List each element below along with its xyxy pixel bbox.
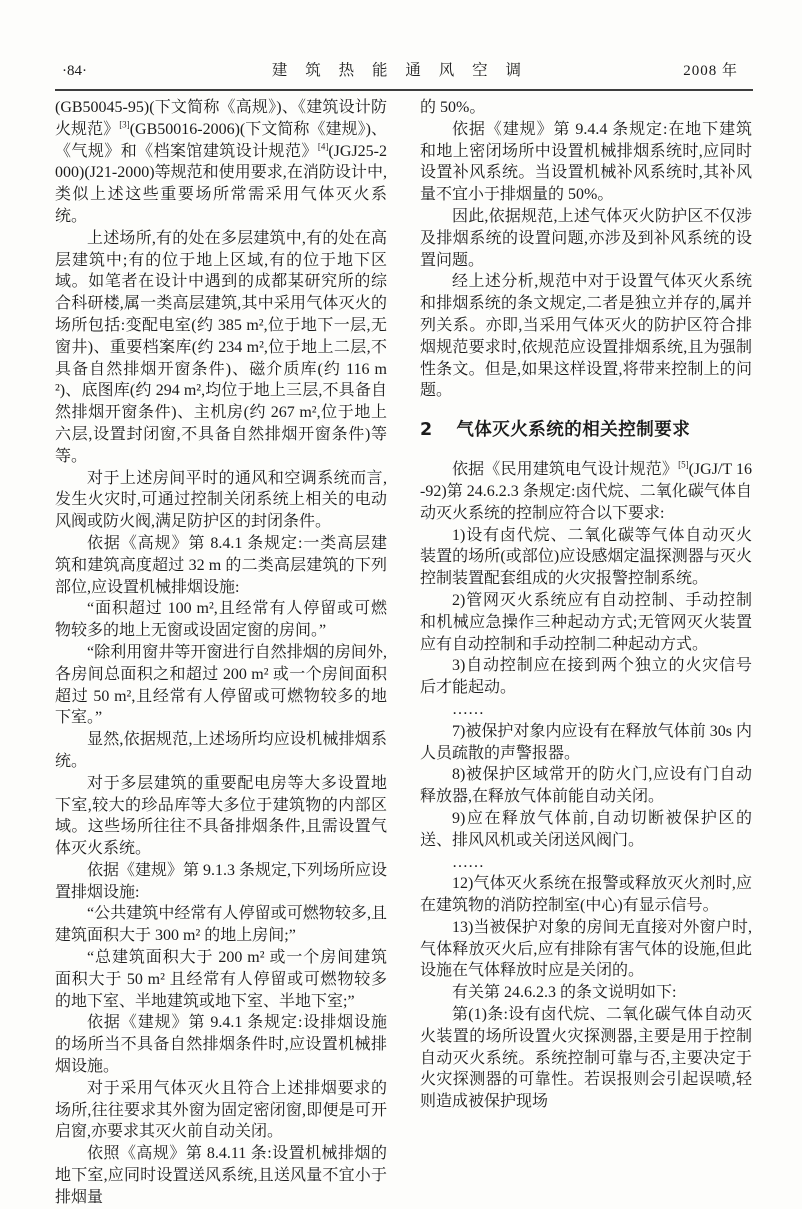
paragraph: “总建筑面积大于 200 m² 或一个房间建筑面积大于 50 m² 且经常有人停留或可燃物较多的地下室、半地建筑或地下室、半地下室;” <box>55 949 387 1010</box>
paragraph: 依据《民用建筑电气设计规范》[5](JGJ/T 16-92)第 24.6.2.3 条规定:卤代烷、二氧化碳气体自动灭火系统的控制应符合以下要求: <box>420 459 752 522</box>
paragraph: …… <box>452 700 484 718</box>
paragraph: “公共建筑中经常有人停留或可燃物较多,且建筑面积大于 300 m² 的地上房间;” <box>55 905 387 945</box>
paragraph: 依照《高规》第 8.4.11 条:设置机械排烟的地下室,应同时设置送风系统,且送风量不宜小于排烟量 <box>55 1145 387 1206</box>
paragraph: 对于多层建筑的重要配电房等大多设置地下室,较大的珍品库等大多位于建筑物的内部区域。这些场所往往不具备排烟条件,且需设置气体灭火系统。 <box>55 774 387 858</box>
paragraph: 显然,依据规范,上述场所均应设机械排烟系统。 <box>55 731 387 770</box>
paragraph: 对于采用气体灭火且符合上述排烟要求的场所,往往要求其外窗为固定密闭窗,即便是可开启窗,亦要求其灭火前自动关闭。 <box>55 1079 387 1141</box>
section-number: 2 <box>420 420 433 441</box>
paragraph: 第(1)条:设有卤代烷、二氧化碳气体自动灭火装置的场所设置火灾探测器,主要是用于控制自动灭火系统。系统控制可靠与否,主要决定于火灾探测器的可靠性。若误报则会引起误喷,轻则造成被保护现场 <box>420 1006 752 1111</box>
paragraph: 7)被保护对象内应设有在释放气体前 30s 内人员疏散的声警报器。 <box>420 722 752 762</box>
paragraph: “面积超过 100 m²,且经常有人停留或可燃物较多的地上无窗或设固定窗的房间。” <box>55 600 387 640</box>
paragraph: 对于上述房间平时的通风和空调系统而言,发生火灾时,可通过控制关闭系统上相关的电动风阀或防火阀,满足防护区的封闭条件。 <box>55 469 387 531</box>
paragraph: 1)设有卤代烷、二氧化碳等气体自动灭火装置的场所(或部位)应设感烟定温探测器与灭火控制装置配套组成的火灾报警控制系统。 <box>420 526 752 588</box>
paragraph: 依据《建规》第 9.4.1 条规定:设排烟设施的场所当不具备自然排烟条件时,应设置机械排烟设施。 <box>55 1014 387 1076</box>
reference-superscript: [4] <box>317 141 329 152</box>
paragraph: 13)当被保护对象的房间无直接对外窗户时,气体释放灭火后,应有排除有害气体的设施,但此设施在气体释放时应是关闭的。 <box>420 918 752 980</box>
paragraph: 依据《建规》第 9.4.4 条规定:在地下建筑和地上密闭场所中设置机械排烟系统时,应同时设置补风系统。当设置机械补风系统时,其补风量不宜小于排烟量的 50%。 <box>420 120 752 204</box>
page-number: ·84· <box>62 63 87 79</box>
reference-superscript: [5] <box>678 459 689 470</box>
paragraph: 因此,依据规范,上述气体灭火防护区不仅涉及排烟系统的设置问题,亦涉及到补风系统的设置问题。 <box>420 207 752 269</box>
paragraph: 8)被保护区域常开的防火门,应设有门自动释放器,在释放气体前能自动关闭。 <box>420 766 752 806</box>
paragraph: 9)应在释放气体前,自动切断被保护区的送、排风风机或关闭送风阀门。 <box>420 809 752 849</box>
paragraph: “除利用窗井等开窗进行自然排烟的房间外,各房间总面积之和超过 200 m² 或一个房间面积超过 50 m²,且经常有人停留或可燃物较多的地下室。” <box>55 643 387 727</box>
issue-year: 2008 年 <box>683 63 738 79</box>
paragraph: 的 50%。 <box>420 99 486 116</box>
paragraph: 经上述分析,规范中对于设置气体灭火系统和排烟系统的条文规定,二者是独立并存的,属并列关系。亦即,当采用气体灭火的防护区符合排烟规范要求时,依规范应设置排烟系统,且为强制性条文。但是,如果这样设置,将带来控制上的问题。 <box>420 273 752 400</box>
paragraph: 依据《高规》第 8.4.1 条规定:一类高层建筑和建筑高度超过 32 m 的二类高层建筑的下列部位,应设置机械排烟设施: <box>55 534 387 596</box>
paragraph: 上述场所,有的处在多层建筑中,有的处在高层建筑中;有的位于地上区域,有的位于地下区域。如笔者在设计中遇到的成都某研究所的综合科研楼,属一类高层建筑,其中采用气体灭火的场所包括:变配电室(约 385 m²,位于地下一层,无窗井)、重要档案库(约 234 m²,位于地上二层,不具备自然排烟开窗条件)、磁介质库(约 116 m²)、底图库(约 294 m²,均位于地上三层,不具备自然排烟开窗条件)、主机房(约 267 m²,位于地上六层,设置封闭窗,不具备自然排烟开窗条件)等等。 <box>55 229 387 465</box>
right-column <box>420 97 752 1209</box>
left-column <box>55 97 387 1209</box>
paragraph: (GB50045-95)(下文简称《高规》)、《建筑设计防火规范》[3](GB50016-2006)(下文简称《建规》)、《气规》和《档案馆建筑设计规范》[4](JGJ25-2000)(J21-2000)等规范和使用要求,在消防设计中,类似上述这些重要场所常需采用气体灭火系统。 <box>55 99 387 225</box>
section-heading <box>420 418 752 442</box>
paragraph: 2)管网灭火系统应有自动控制、手动控制和机械应急操作三种起动方式;无管网灭火装置应有自动控制和手动控制二种起动方式。 <box>420 591 752 653</box>
paragraph: 有关第 24.6.2.3 的条文说明如下: <box>452 984 677 1002</box>
journal-title: 建 筑 热 能 通 风 空 调 <box>271 62 529 79</box>
reference-superscript: [3] <box>119 119 130 130</box>
page-header <box>0 0 802 80</box>
article-body <box>0 91 802 1209</box>
paragraph: 3)自动控制应在接到两个独立的火灾信号后才能起动。 <box>420 657 752 697</box>
section-title: 气体灭火系统的相关控制要求 <box>456 420 691 441</box>
paragraph: 12)气体灭火系统在报警或释放灭火剂时,应在建筑物的消防控制室(中心)有显示信号。 <box>420 875 752 915</box>
paragraph: …… <box>452 853 484 871</box>
paragraph: 依据《建规》第 9.1.3 条规定,下列场所应设置排烟设施: <box>55 861 388 901</box>
